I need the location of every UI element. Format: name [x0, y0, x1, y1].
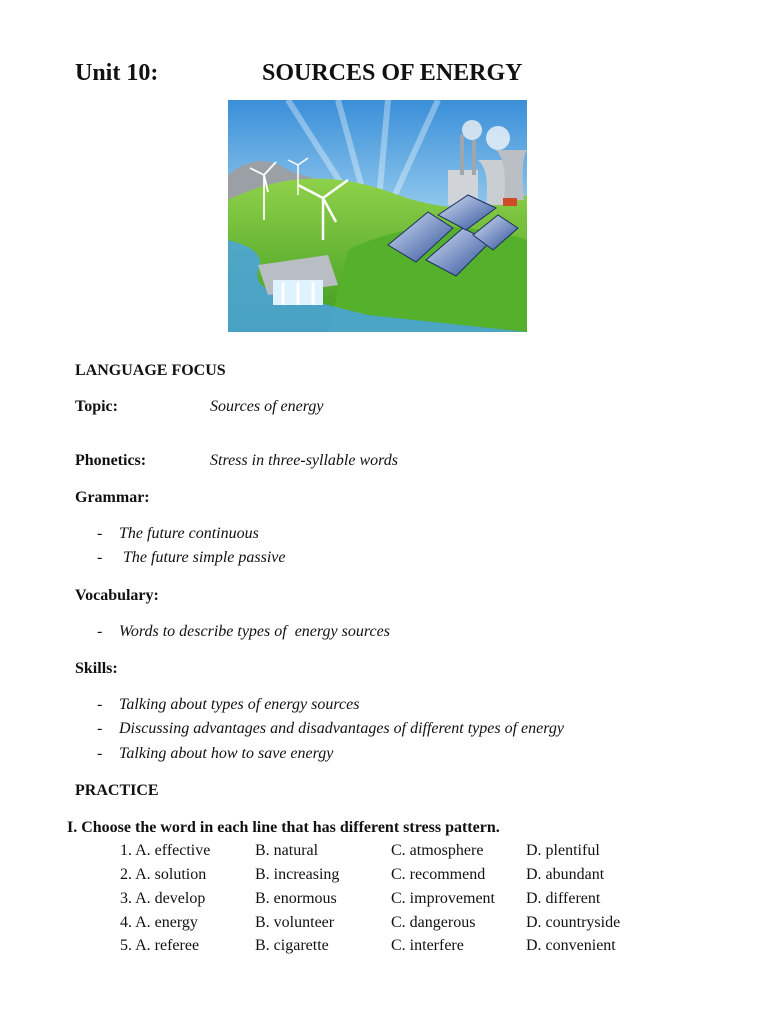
- option-b: B. increasing: [255, 866, 340, 883]
- grammar-item: The future simple passive: [119, 549, 286, 566]
- option-c: C. improvement: [391, 890, 495, 907]
- option-c: C. recommend: [391, 866, 486, 883]
- grammar-label: Grammar:: [75, 489, 150, 506]
- option-d: D. different: [526, 890, 601, 907]
- bullet-dash: -: [97, 720, 103, 737]
- option-c: C. dangerous: [391, 914, 476, 931]
- topic-label: Topic:: [75, 398, 118, 415]
- language-focus-heading: LANGUAGE FOCUS: [75, 362, 226, 379]
- option-b: B. natural: [255, 842, 319, 859]
- option-d: D. abundant: [526, 866, 605, 883]
- bullet-dash: -: [97, 623, 103, 640]
- option-c: C. atmosphere: [391, 842, 484, 859]
- option-d: D. convenient: [526, 937, 616, 954]
- option-c: C. interfere: [391, 937, 464, 954]
- practice-heading: PRACTICE: [75, 782, 159, 799]
- vocabulary-label: Vocabulary:: [75, 587, 159, 604]
- unit-number: Unit 10:: [75, 60, 159, 86]
- option-d: D. plentiful: [526, 842, 600, 859]
- option-a: 5. A. referee: [120, 937, 200, 954]
- skills-item: Talking about how to save energy: [119, 745, 334, 762]
- option-b: B. cigarette: [255, 937, 329, 954]
- vocabulary-item: Words to describe types of energy sources: [119, 623, 390, 640]
- skills-item: Talking about types of energy sources: [119, 696, 360, 713]
- phonetics-label: Phonetics:: [75, 452, 147, 469]
- option-b: B. enormous: [255, 890, 337, 907]
- option-a: 2. A. solution: [120, 866, 207, 883]
- bullet-dash: -: [97, 549, 103, 566]
- energy-landscape-illustration: [228, 100, 527, 332]
- option-a: 3. A. develop: [120, 890, 206, 907]
- skills-item: Discussing advantages and disadvantages of different types of energy: [119, 720, 564, 737]
- phonetics-value: Stress in three-syllable words: [210, 452, 398, 469]
- skills-label: Skills:: [75, 660, 118, 677]
- option-a: 4. A. energy: [120, 914, 198, 931]
- bullet-dash: -: [97, 696, 103, 713]
- grammar-item: The future continuous: [119, 525, 259, 542]
- bullet-dash: -: [97, 745, 103, 762]
- exercise-title: I. Choose the word in each line that has different stress pattern.: [67, 819, 500, 836]
- option-b: B. volunteer: [255, 914, 335, 931]
- bullet-dash: -: [97, 525, 103, 542]
- topic-value: Sources of energy: [210, 398, 324, 415]
- page-title: SOURCES OF ENERGY: [262, 60, 523, 86]
- option-d: D. countryside: [526, 914, 621, 931]
- option-a: 1. A. effective: [120, 842, 211, 859]
